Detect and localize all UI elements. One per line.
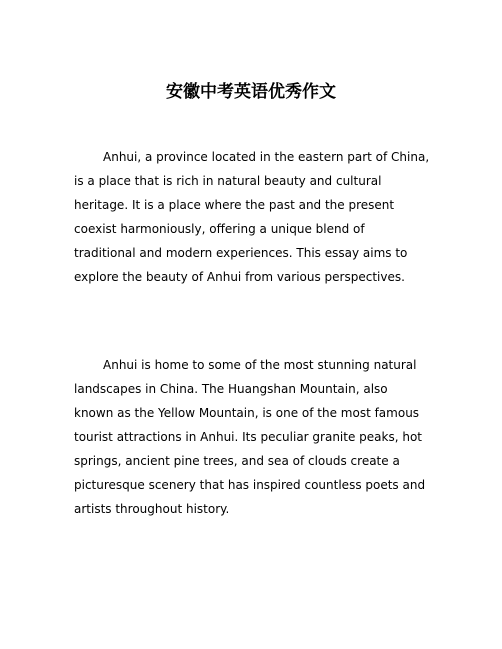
- paragraph-landscapes: Anhui is home to some of the most stunning natural landscapes in China. The Huangshan Mountain, also known as the Yellow Mountain, is one of the most famous tourist attractions in Anhui. Its peculiar granite peaks, hot springs, ancient pine trees, and sea of clouds create a picturesque scenery that has inspired countless poets and artists throughout history.: [74, 358, 426, 516]
- paragraph-intro: Anhui, a province located in the eastern part of China, is a place that is rich in natural beauty and cultural heritage. It is a place where the past and the present coexist harmoniously, offering a unique blend of traditional and modern experiences. This essay aims to explore the beauty of Anhui from various perspectives.: [74, 150, 430, 284]
- document-title: 安徽中考英语优秀作文: [166, 82, 336, 102]
